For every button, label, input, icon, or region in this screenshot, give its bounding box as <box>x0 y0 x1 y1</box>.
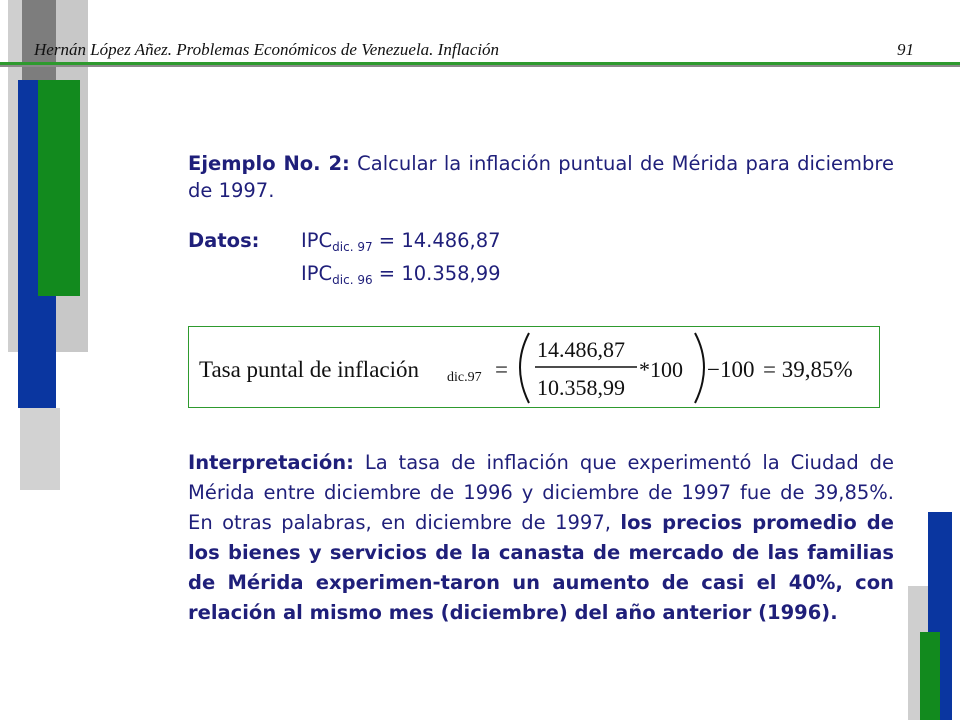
formula-lhs-sub: dic.97 <box>447 370 482 385</box>
header-rule-gray <box>0 65 960 67</box>
interpretation-label: Interpretación: <box>188 451 354 474</box>
ipc-subscript: dic. 96 <box>332 273 373 287</box>
right-paren <box>695 333 704 403</box>
formula-result: = 39,85% <box>763 357 853 382</box>
ipc-value: = 14.486,87 <box>372 229 501 252</box>
formula-minus: −100 <box>707 357 755 382</box>
page-number: 91 <box>897 40 914 59</box>
example-paragraph <box>188 150 894 204</box>
ipc-name: IPC <box>301 262 333 285</box>
deco-bar-right-green <box>920 632 940 720</box>
left-paren <box>520 333 529 403</box>
ipc-name: IPC <box>301 229 333 252</box>
formula-times: *100 <box>639 357 683 382</box>
ipc-dic97 <box>301 229 501 254</box>
ipc-subscript: dic. 97 <box>332 240 373 254</box>
formula-lhs: Tasa puntal de inflación <box>199 357 420 382</box>
deco-bar-green <box>38 80 80 296</box>
formula-box <box>188 326 880 408</box>
interpretation-text: La tasa de inflación que experimentó la Ciudad de Mérida entre diciembre de 1996 y diciembre de 1997 fue de 39,85%. En otras palabras, en diciembre de 1997, <box>188 451 894 534</box>
interpretation-paragraph <box>188 448 894 628</box>
ipc-dic96 <box>301 262 501 287</box>
datos-label: Datos: <box>188 229 260 252</box>
interpretation-bold-text: los precios promedio de los bienes y servicios de la canasta de mercado de las familias de Mérida experimen-taron un aumento de casi el 40%, con relación al mismo mes (diciembre) del año anterior (1996). <box>188 511 894 624</box>
formula-eq: = <box>495 357 508 382</box>
ipc-value: = 10.358,99 <box>372 262 501 285</box>
formula-svg <box>189 327 879 407</box>
deco-bar-gray-low <box>20 408 60 490</box>
running-header: Hernán López Añez. Problemas Económicos de Venezuela. Inflación <box>34 40 500 59</box>
formula-numerator: 14.486,87 <box>537 337 625 362</box>
example-text: Calcular la inflación puntual de Mérida para diciembre de 1997. <box>188 152 895 202</box>
formula-denominator: 10.358,99 <box>537 375 625 400</box>
example-label: Ejemplo No. 2: <box>188 152 350 175</box>
